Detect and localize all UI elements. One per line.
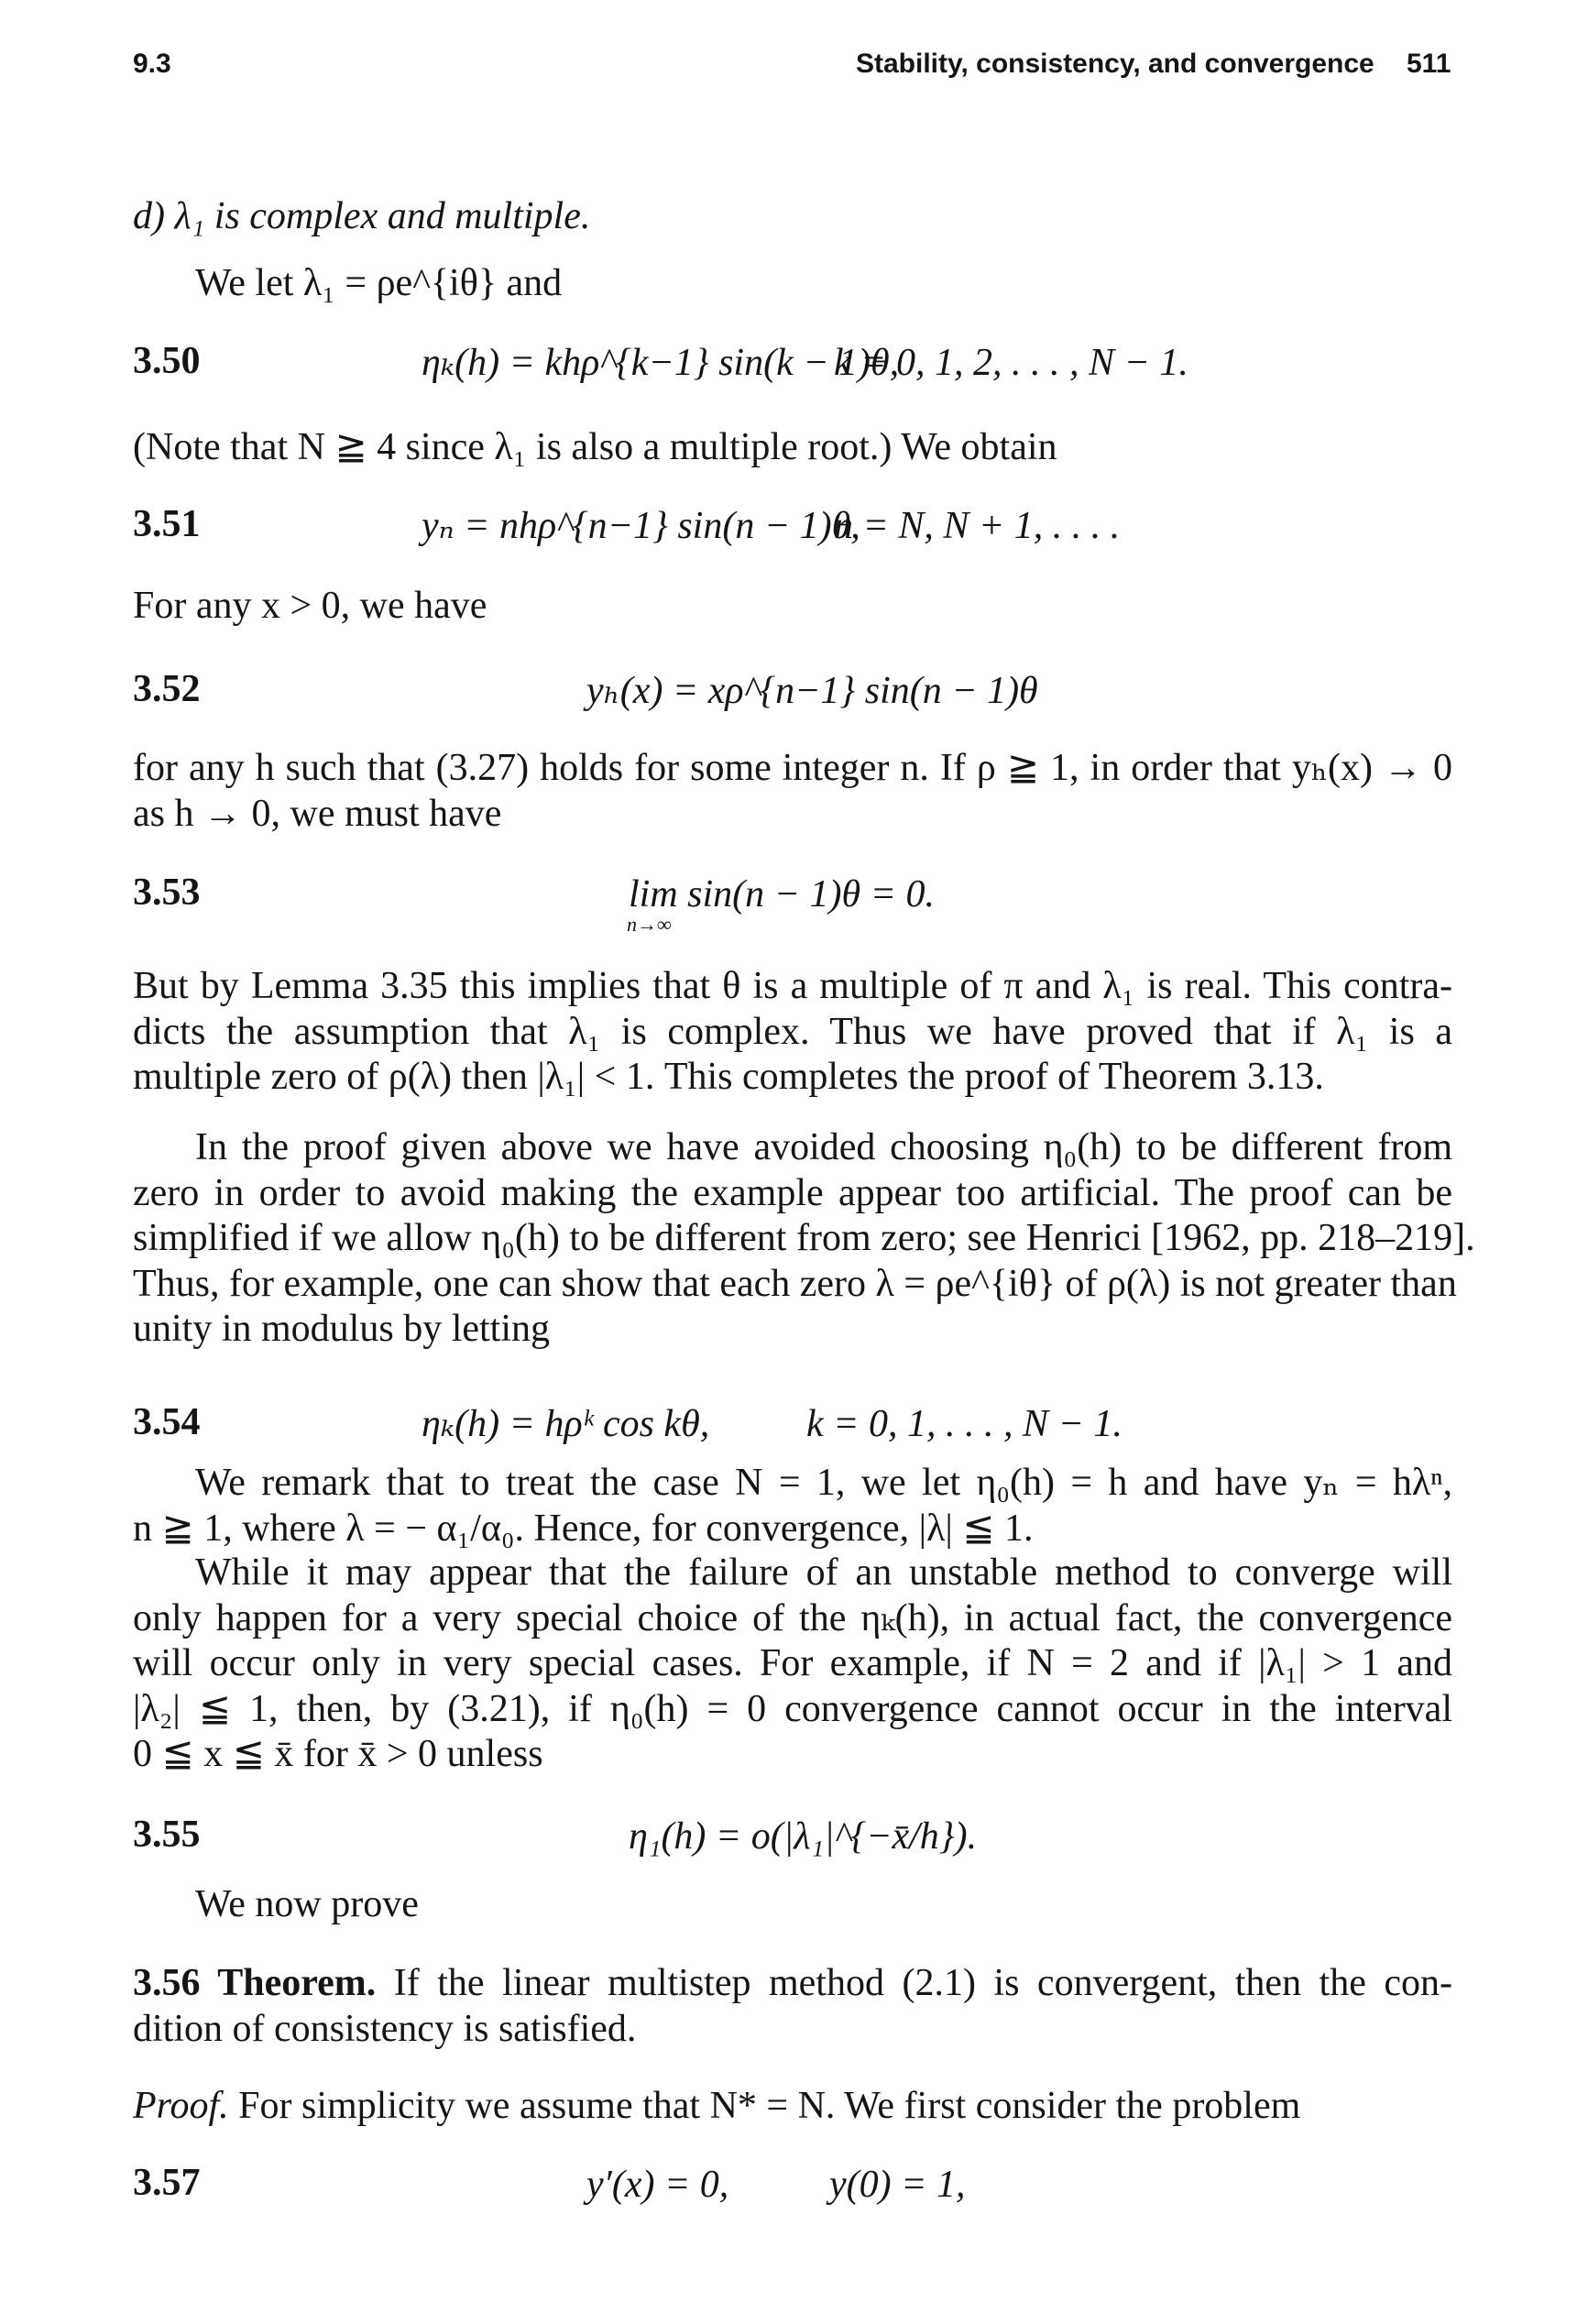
note-line: (Note that N ≧ 4 since λ₁ is also a multiple root.) We obtain — [133, 426, 1057, 468]
paragraph-unstable — [133, 1551, 1452, 1778]
text-line: zero in order to avoid making the example appear too artificial. The proof can be — [133, 1171, 1452, 1214]
equation-rhs: y(0) = 1, — [829, 2164, 966, 2206]
paragraph-proof-remark — [133, 1125, 1475, 1353]
for-any-x-line: For any x > 0, we have — [133, 585, 487, 627]
text-line: While it may appear that the failure of an unstable method to converge will — [195, 1551, 1452, 1594]
equation-number: 3.57 — [133, 2162, 201, 2204]
we-let-line: We let λ₁ = ρe^{iθ} and — [195, 262, 563, 304]
text-line — [133, 1961, 1452, 2007]
text-line: multiple zero of ρ(λ) then |λ₁| < 1. This completes the proof of Theorem 3.13. — [133, 1056, 1324, 1099]
equation-lhs: ηₖ(h) = hρᵏ cos kθ, — [422, 1403, 710, 1445]
equation-lhs: y′(x) = 0, — [586, 2164, 729, 2206]
text-line: simplified if we allow η₀(h) to be different from zero; see Henrici [1962, pp. 218–219]. — [133, 1217, 1475, 1260]
equation-lhs: yₕ(x) = xρ^{n−1} sin(n − 1)θ — [586, 670, 1038, 712]
equation-number: 3.53 — [133, 872, 201, 914]
section-number: 9.3 — [133, 49, 171, 79]
theorem-3-56 — [133, 1961, 1452, 2052]
proof-line — [133, 2084, 1300, 2130]
equation-rhs: k = 0, 1, . . . , N − 1. — [806, 1403, 1123, 1445]
paragraph-after-3-53 — [133, 964, 1452, 1101]
equation-number: 3.50 — [133, 340, 201, 382]
page-number: 511 — [1407, 49, 1451, 79]
paragraph-remark-n1 — [133, 1461, 1452, 1551]
text-line: only happen for a very special choice of the ηₖ(h), in actual fact, the convergence — [133, 1596, 1452, 1639]
text-line: We remark that to treat the case N = 1, we let η₀(h) = h and have yₙ = hλⁿ, — [195, 1462, 1452, 1504]
equation-number: 3.55 — [133, 1814, 201, 1856]
text-line: n ≧ 1, where λ = − α₁/α₀. Hence, for convergence, |λ| ≦ 1. — [133, 1507, 1034, 1550]
theorem-label: 3.56 Theorem. — [133, 1962, 377, 2004]
equation-number: 3.54 — [133, 1401, 201, 1443]
text-line: as h → 0, we must have — [133, 792, 502, 835]
equation-lhs: η₁(h) = o(|λ₁|^{−x̄/h}). — [629, 1815, 978, 1858]
text-line: for any h such that (3.27) holds for some integer n. If ρ ≧ 1, in order that yₕ(x) → 0 — [133, 747, 1452, 789]
text-line: |λ₂| ≦ 1, then, by (3.21), if η₀(h) = 0 convergence cannot occur in the interval — [133, 1687, 1452, 1730]
case-d-heading: d) λ₁ is complex and multiple. — [133, 195, 591, 237]
limit-subscript: n→∞ — [627, 913, 672, 936]
text-line: Thus, for example, one can show that each zero λ = ρe^{iθ} of ρ(λ) is not greater than — [133, 1262, 1457, 1305]
paragraph-after-3-52 — [133, 746, 1452, 837]
running-title: Stability, consistency, and convergence — [856, 49, 1374, 79]
text-line: But by Lemma 3.35 this implies that θ is a multiple of π and λ₁ is real. This contra- — [133, 965, 1452, 1007]
text-line: unity in modulus by letting — [133, 1308, 551, 1351]
text-line: dition of consistency is satisfied. — [133, 2007, 637, 2050]
equation-rhs: n = N, N + 1, . . . . — [834, 505, 1121, 547]
equation-number: 3.52 — [133, 668, 201, 710]
proof-text: For simplicity we assume that N* = N. We first consider the problem — [238, 2085, 1301, 2127]
text-line: In the proof given above we have avoided choosing η₀(h) to be different from — [195, 1126, 1452, 1168]
text-line: dicts the assumption that λ₁ is complex. Thus we have proved that if λ₁ is a — [133, 1010, 1453, 1053]
equation-lhs: ηₖ(h) = khρ^{k−1} sin(k − 1)θ, — [422, 342, 900, 384]
text-line: will occur only in very special cases. For example, if N = 2 and if |λ₁| > 1 and — [133, 1642, 1452, 1685]
proof-label: Proof. — [133, 2085, 229, 2127]
we-now-prove: We now prove — [195, 1883, 419, 1925]
equation-lhs: yₙ = nhρ^{n−1} sin(n − 1)θ, — [422, 505, 860, 547]
equation-rhs: k = 0, 1, 2, . . . , N − 1. — [834, 342, 1188, 384]
text-line: 0 ≦ x ≦ x̄ for x̄ > 0 unless — [133, 1733, 543, 1776]
theorem-text: If the linear multistep method (2.1) is convergent, then the con- — [393, 1962, 1452, 2004]
equation-number: 3.51 — [133, 503, 201, 545]
equation-lhs: lim sin(n − 1)θ = 0. — [629, 873, 935, 915]
